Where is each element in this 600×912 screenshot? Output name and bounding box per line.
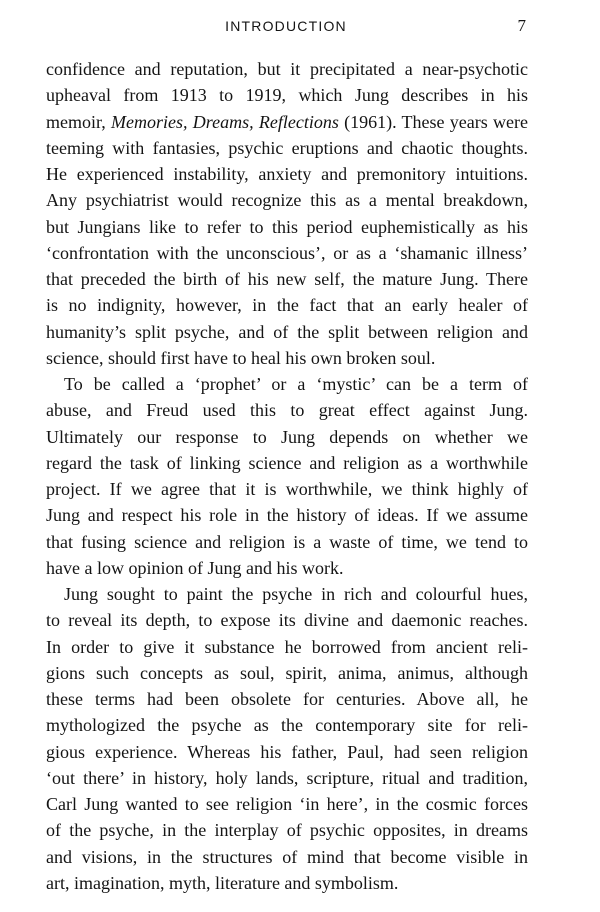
text-line: abuse, and Freud used this to great effect against Jung. xyxy=(46,400,528,421)
text-line: have a low opinion of Jung and his work. xyxy=(46,557,344,578)
chapter-title: INTRODUCTION xyxy=(225,18,347,34)
text-line: humanity’s split psyche, and of the split between religion and xyxy=(46,321,528,342)
text-line: regard the task of linking science and religion as a worthwhile xyxy=(46,452,528,473)
text-line: and visions, in the structures of mind that become visible in xyxy=(46,846,528,867)
paragraph xyxy=(46,581,528,896)
page-number: 7 xyxy=(517,16,526,35)
book-title: Memories, Dreams, Reflections xyxy=(111,111,339,132)
text-line: Ultimately our response to Jung depends on whether we xyxy=(46,426,528,447)
text-line: art, imagination, myth, literature and symbolism. xyxy=(46,872,399,893)
text-line: but Jungians like to refer to this period euphemistically as his xyxy=(46,216,528,237)
text-line: mythologized the psyche as the contemporary site for reli- xyxy=(46,715,528,736)
text-line: gions such concepts as soul, spirit, anima, animus, although xyxy=(46,662,528,683)
text-line: Jung sought to paint the psyche in rich and colourful hues, xyxy=(64,584,528,604)
text-line: that preceded the birth of his new self, the mature Jung. There xyxy=(46,269,528,289)
text-line: Jung and respect his role in the history of ideas. If we assume xyxy=(46,505,528,526)
text-line: science, should first have to heal his own broken soul. xyxy=(46,347,436,368)
text-line: these terms had been obsolete for centuries. Above all, he xyxy=(46,689,528,709)
text-line: project. If we agree that it is worthwhile, we think highly of xyxy=(46,479,528,499)
text-line: ‘confrontation with the unconscious’, or as a ‘shamanic illness’ xyxy=(46,242,528,263)
text-line: Carl Jung wanted to see religion ‘in here’, in the cosmic forces xyxy=(46,794,528,814)
text-line: is no indignity, however, in the fact that an early healer of xyxy=(46,295,528,316)
text-line: confidence and reputation, but it precipitated a near-psychotic xyxy=(46,59,528,79)
text-line: to reveal its depth, to expose its divine and daemonic reaches. xyxy=(46,610,528,631)
body-text xyxy=(46,56,528,896)
text-line: teeming with fantasies, psychic eruptions and chaotic thoughts. xyxy=(46,137,528,158)
text-line: memoir, Memories, Dreams, Reflections (1961). These years were xyxy=(46,111,528,132)
running-head xyxy=(46,16,526,40)
text-line: In order to give it substance he borrowed from ancient reli- xyxy=(46,636,528,657)
text-line: He experienced instability, anxiety and premonitory intuitions. xyxy=(46,164,528,184)
text-line: of the psyche, in the interplay of psychic opposites, in dreams xyxy=(46,820,528,841)
text-line: Any psychiatrist would recognize this as a mental breakdown, xyxy=(46,190,528,211)
text-line: gious experience. Whereas his father, Paul, had seen religion xyxy=(46,741,528,762)
text-line: ‘out there’ in history, holy lands, scripture, ritual and tradition, xyxy=(46,767,528,788)
paragraph xyxy=(46,56,528,371)
text-line: To be called a ‘prophet’ or a ‘mystic’ can be a term of xyxy=(64,374,528,394)
text-line: upheaval from 1913 to 1919, which Jung describes in his xyxy=(46,85,528,106)
text-line: that fusing science and religion is a waste of time, we tend to xyxy=(46,531,528,552)
paragraph xyxy=(46,371,528,581)
